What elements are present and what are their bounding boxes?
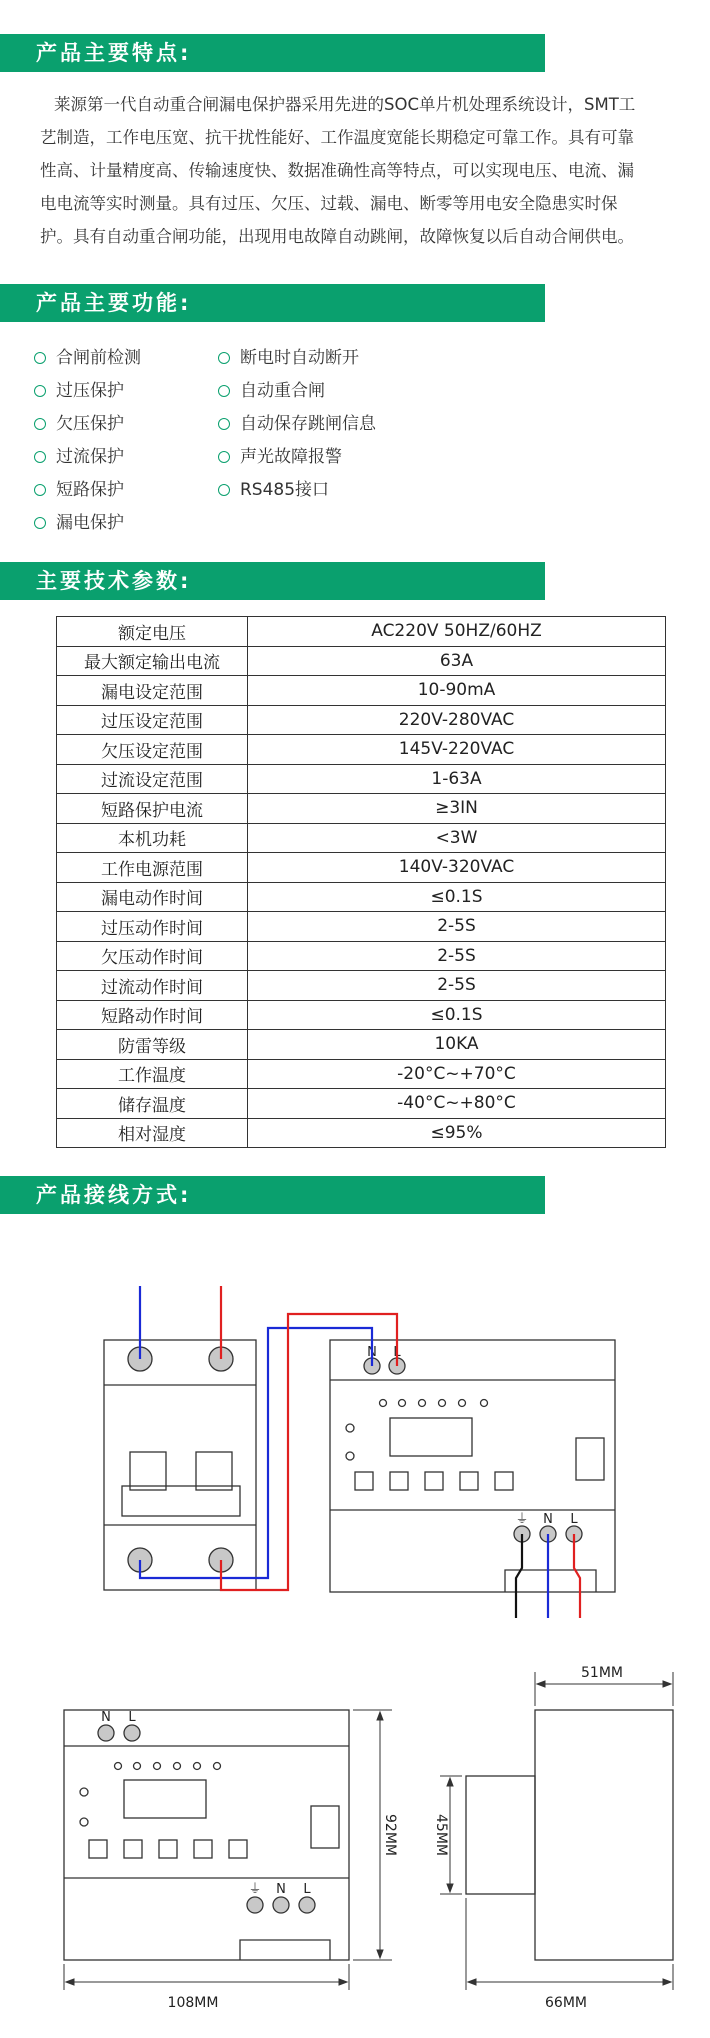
features-section-title: 产品主要特点: <box>0 34 545 72</box>
spec-value: 2-5S <box>248 971 666 1001</box>
table-row <box>57 971 666 1001</box>
terminal-l-label: L <box>570 1512 578 1527</box>
wiring-diagram <box>0 1270 710 1640</box>
table-row <box>57 705 666 735</box>
circle-bullet-icon <box>34 385 46 397</box>
spec-name: 漏电设定范围 <box>57 676 248 706</box>
function-item: 短路保护 <box>34 474 124 507</box>
spec-value: 2-5S <box>248 941 666 971</box>
circle-bullet-icon <box>218 352 230 364</box>
terminal-l-label: L <box>303 1882 311 1897</box>
function-item: 欠压保护 <box>34 408 124 441</box>
table-row <box>57 853 666 883</box>
spec-name: 工作温度 <box>57 1059 248 1089</box>
spec-name: 过流设定范围 <box>57 764 248 794</box>
table-row <box>57 764 666 794</box>
terminal-n-label: N <box>276 1882 286 1897</box>
functions-section-title: 产品主要功能: <box>0 284 545 322</box>
dim-side-label: 45MM <box>433 1814 449 1856</box>
ground-icon: ⏚ <box>248 1882 262 1897</box>
circle-bullet-icon <box>34 451 46 463</box>
table-row <box>57 1030 666 1060</box>
table-row <box>57 646 666 676</box>
spec-value: 2-5S <box>248 912 666 942</box>
table-row <box>57 941 666 971</box>
spec-value: 1-63A <box>248 764 666 794</box>
function-item: 自动保存跳闸信息 <box>218 408 376 441</box>
spec-value: ≤0.1S <box>248 882 666 912</box>
terminal-l-label: L <box>393 1345 401 1360</box>
spec-value: 63A <box>248 646 666 676</box>
spec-value: -20°C~+70°C <box>248 1059 666 1089</box>
spec-value: 10KA <box>248 1030 666 1060</box>
spec-name: 储存温度 <box>57 1089 248 1119</box>
circle-bullet-icon <box>218 484 230 496</box>
circle-bullet-icon <box>218 451 230 463</box>
wiring-section-title: 产品接线方式: <box>0 1176 545 1214</box>
function-item: 声光故障报警 <box>218 441 342 474</box>
table-row <box>57 676 666 706</box>
function-item: 断电时自动断开 <box>218 342 359 375</box>
spec-name: 防雷等级 <box>57 1030 248 1060</box>
dim-width-label: 108MM <box>167 1995 219 2011</box>
dim-depth-label: 66MM <box>545 1995 587 2011</box>
terminal-n-label: N <box>543 1512 553 1527</box>
ground-icon: ⏚ <box>515 1512 529 1527</box>
spec-table <box>56 616 666 1148</box>
circle-bullet-icon <box>34 418 46 430</box>
circle-bullet-icon <box>218 385 230 397</box>
spec-value: 10-90mA <box>248 676 666 706</box>
params-section-title: 主要技术参数: <box>0 562 545 600</box>
function-list <box>34 342 634 542</box>
spec-value: -40°C~+80°C <box>248 1089 666 1119</box>
spec-value: ≤0.1S <box>248 1000 666 1030</box>
table-row <box>57 617 666 647</box>
function-item: 过压保护 <box>34 375 124 408</box>
circle-bullet-icon <box>34 484 46 496</box>
front-view <box>64 1710 349 1960</box>
spec-name: 过压设定范围 <box>57 705 248 735</box>
table-row <box>57 823 666 853</box>
spec-value: 220V-280VAC <box>248 705 666 735</box>
table-row <box>57 1118 666 1148</box>
protector-device <box>330 1340 615 1592</box>
table-row <box>57 735 666 765</box>
spec-value: AC220V 50HZ/60HZ <box>248 617 666 647</box>
function-item: RS485接口 <box>218 474 329 507</box>
wire-black <box>516 1534 522 1618</box>
dim-top-label: 51MM <box>581 1665 623 1681</box>
depth-dimension <box>466 1898 673 1990</box>
table-row <box>57 1089 666 1119</box>
circle-bullet-icon <box>218 418 230 430</box>
breaker-terminal <box>128 1347 233 1572</box>
terminal-l-label: L <box>128 1710 136 1725</box>
spec-name: 额定电压 <box>57 617 248 647</box>
dimension-diagram <box>0 1660 710 2020</box>
table-row <box>57 794 666 824</box>
spec-name: 工作电源范围 <box>57 853 248 883</box>
table-row <box>57 912 666 942</box>
function-item: 漏电保护 <box>34 507 124 540</box>
function-item: 合闸前检测 <box>34 342 141 375</box>
function-item: 自动重合闸 <box>218 375 325 408</box>
function-item: 过流保护 <box>34 441 124 474</box>
spec-name: 漏电动作时间 <box>57 882 248 912</box>
spec-value: ≥3IN <box>248 794 666 824</box>
width-dimension <box>64 1964 349 1990</box>
circuit-breaker <box>104 1340 256 1590</box>
terminal-n-label: N <box>101 1710 111 1725</box>
spec-value: 145V-220VAC <box>248 735 666 765</box>
spec-name: 短路保护电流 <box>57 794 248 824</box>
spec-name: 本机功耗 <box>57 823 248 853</box>
intro-paragraph: 莱源第一代自动重合闸漏电保护器采用先进的SOC单片机处理系统设计，SMT工艺制造，工作电压宽、抗干扰性能好、工作温度宽能长期稳定可靠工作。具有可靠性高、计量精度高、传输速度快、数据准确性高等特点，可以实现电压、电流、漏电电流等实时测量。具有过压、欠压、过载、漏电、断零等用电安全隐患实时保护。具有自动重合闸功能，出现用电故障自动跳闸，故障恢复以后自动合闸供电。 <box>40 95 636 246</box>
table-row <box>57 882 666 912</box>
spec-name: 最大额定输出电流 <box>57 646 248 676</box>
spec-value: 140V-320VAC <box>248 853 666 883</box>
side-view <box>466 1710 673 1960</box>
spec-name: 过压动作时间 <box>57 912 248 942</box>
spec-name: 过流动作时间 <box>57 971 248 1001</box>
spec-value: <3W <box>248 823 666 853</box>
spec-name: 相对湿度 <box>57 1118 248 1148</box>
spec-name: 欠压动作时间 <box>57 941 248 971</box>
circle-bullet-icon <box>34 352 46 364</box>
spec-name: 欠压设定范围 <box>57 735 248 765</box>
table-row <box>57 1000 666 1030</box>
dim-height-label: 92MM <box>382 1814 398 1856</box>
spec-name: 短路动作时间 <box>57 1000 248 1030</box>
wire-red <box>221 1286 580 1618</box>
table-row <box>57 1059 666 1089</box>
circle-bullet-icon <box>34 517 46 529</box>
terminal-n-label: N <box>367 1345 377 1360</box>
spec-value: ≤95% <box>248 1118 666 1148</box>
